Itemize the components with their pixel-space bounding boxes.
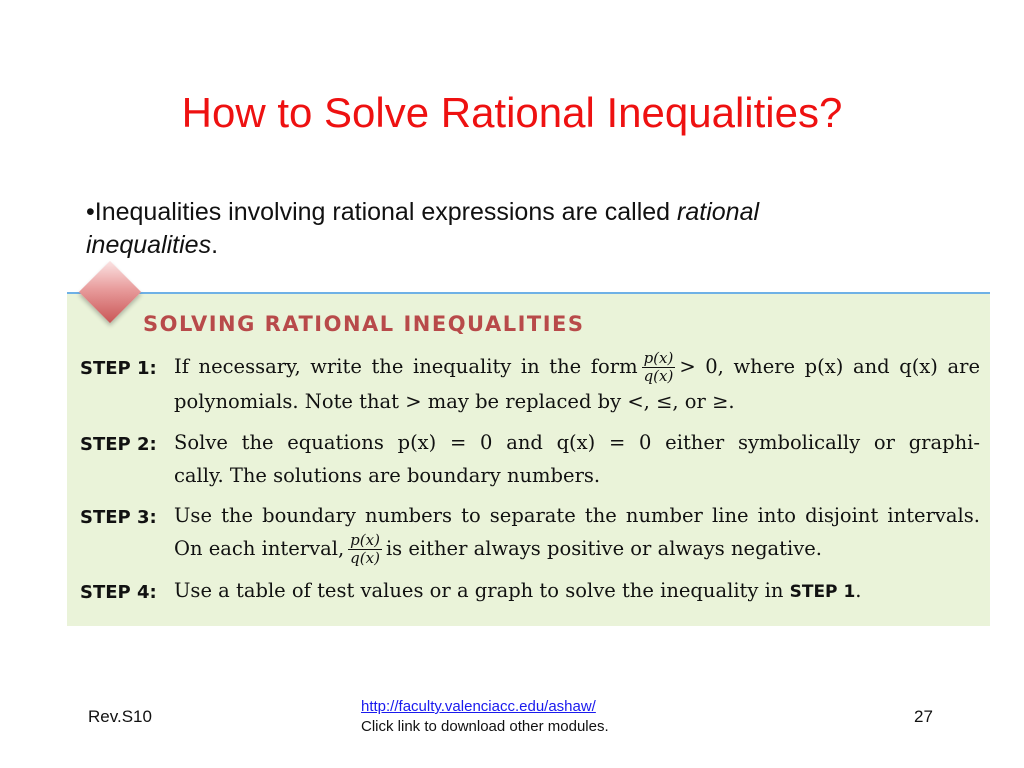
modules-link[interactable]: http://faculty.valenciacc.edu/ashaw/ bbox=[361, 698, 596, 715]
step-3-line-2-b: is either always positive or always negative. bbox=[385, 537, 823, 560]
step-3-line-2-a: On each interval, bbox=[174, 537, 345, 560]
intro-prefix: •Inequalities involving rational expressions are called bbox=[86, 198, 678, 226]
step-1-text bbox=[174, 350, 980, 418]
step-1-line-1-b: > 0, where p(x) and q(x) are bbox=[679, 355, 980, 378]
step-1-line-1-a: If necessary, write the inequality in the form bbox=[174, 355, 638, 378]
step-1-line-2: polynomials. Note that > may be replaced by <, ≤, or ≥. bbox=[174, 390, 735, 413]
slide-title: How to Solve Rational Inequalities? bbox=[181, 89, 843, 136]
step-1-label: STEP 1: bbox=[80, 358, 157, 379]
procedure-title: SOLVING RATIONAL INEQUALITIES bbox=[143, 312, 585, 336]
step-2-text bbox=[174, 426, 980, 492]
step-4-bold-ref: STEP 1 bbox=[789, 582, 856, 602]
fraction-denominator: q(x) bbox=[350, 549, 380, 567]
step-1-line-1 bbox=[174, 350, 980, 385]
fraction-numerator: p(x) bbox=[643, 349, 674, 367]
step-4-line-1-a: Use a table of test values or a graph to solve the inequality in bbox=[174, 579, 790, 602]
step-2-label: STEP 2: bbox=[80, 434, 157, 455]
footer-links bbox=[361, 697, 609, 737]
step-1-fraction bbox=[642, 350, 676, 385]
intro-text bbox=[86, 196, 886, 262]
intro-italic-term: rational inequalities bbox=[86, 198, 760, 259]
step-4-line-1-b: . bbox=[855, 579, 862, 602]
revision-label: Rev.S10 bbox=[88, 707, 152, 726]
step-3-line-2 bbox=[174, 532, 980, 567]
step-3-text bbox=[174, 499, 980, 567]
step-2-line-1: Solve the equations p(x) = 0 and q(x) = 0 either symbolically or graphi- bbox=[174, 431, 980, 454]
step-4-text bbox=[174, 574, 980, 609]
step-3-line-1: Use the boundary numbers to separate the number line into disjoint intervals. bbox=[174, 504, 980, 527]
step-4-label: STEP 4: bbox=[80, 582, 157, 603]
step-2-line-2: cally. The solutions are boundary numbers. bbox=[174, 464, 601, 487]
step-3-fraction bbox=[348, 532, 382, 567]
step-4-line-1 bbox=[174, 574, 980, 609]
page-number: 27 bbox=[914, 707, 933, 726]
modules-link-note: Click link to download other modules. bbox=[361, 718, 609, 735]
intro-suffix: . bbox=[211, 231, 219, 259]
fraction-denominator: q(x) bbox=[643, 367, 674, 385]
step-3-label: STEP 3: bbox=[80, 507, 157, 528]
fraction-numerator: p(x) bbox=[350, 531, 380, 549]
